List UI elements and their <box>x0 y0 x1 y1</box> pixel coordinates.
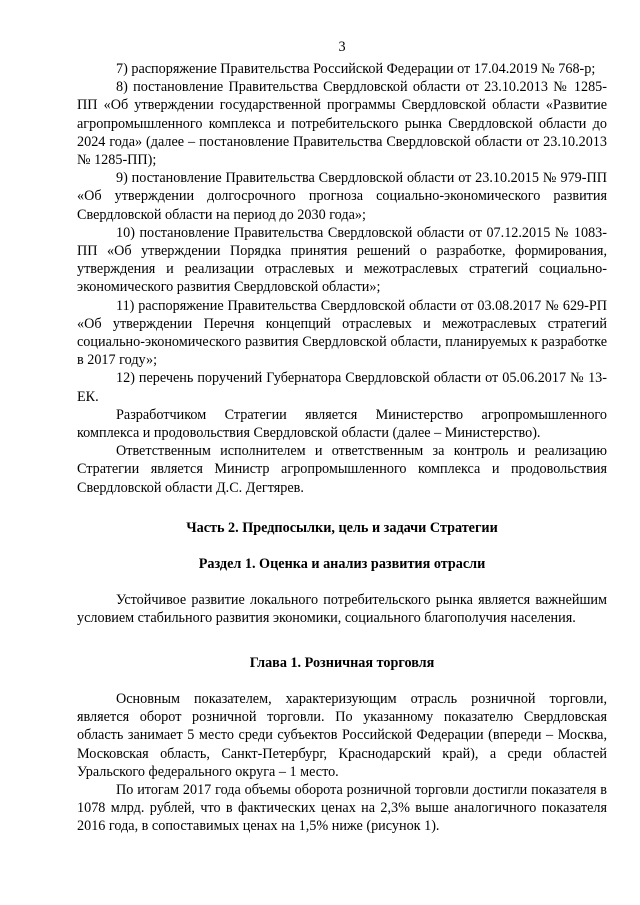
chapter-paragraph-2: По итогам 2017 года объемы оборота розничной торговли достигли показателя в 1078 млрд. рублей, что в фактических ценах на 2,3% выше аналогичного показателя 2016 года, в сопоставимых ценах на 1,5% ниже (рисунок 1). <box>77 781 607 835</box>
list-item-8: 8) постановление Правительства Свердловской области от 23.10.2013 № 1285-ПП «Об утверждении государственной программы Свердловской области «Развитие агропромышленного комплекса и потребительского рынка Свердловской области до 2024 года» (далее – постановление Правительства Свердловской области от 23.10.2013 № 1285-ПП); <box>77 79 607 169</box>
developer-paragraph: Разработчиком Стратегии является Министерство агропромышленного комплекса и продовольствия Свердловской области (далее – Министерство). <box>77 406 607 442</box>
page-content <box>77 38 607 836</box>
page-number: 3 <box>338 39 346 55</box>
list-item-11: 11) распоряжение Правительства Свердловской области от 03.08.2017 № 629-РП «Об утверждении Перечня концепций отраслевых и межотраслевых стратегий социально-экономического развития Свердловской области, планируемых к разработке в 2017 году»; <box>77 297 607 369</box>
list-item-10: 10) постановление Правительства Свердловской области от 07.12.2015 № 1083-ПП «Об утверждении Порядка принятия решений о разработке, формирования, утверждения и реализации отраслевых и межотраслевых стратегий социально-экономического развития Свердловской области»; <box>77 224 607 296</box>
list-item-12: 12) перечень поручений Губернатора Свердловской области от 05.06.2017 № 13-ЕК. <box>77 370 607 405</box>
responsible-paragraph: Ответственным исполнителем и ответственным за контроль и реализацию Стратегии является Министр агропромышленного комплекса и продовольствия Свердловской области Д.С. Дегтярев. <box>77 443 607 496</box>
chapter-paragraph-1: Основным показателем, характеризующим отрасль розничной торговли, является оборот розничной торговли. По указанному показателю Свердловская область занимает 5 место среди субъектов Российской Федерации (впереди – Москва, Московская область, Санкт-Петербург, Краснодарский край), а среди областей Уральского федерального округа – 1 место. <box>77 690 607 780</box>
list-item-9: 9) постановление Правительства Свердловской области от 23.10.2015 № 979-ПП «Об утверждении долгосрочного прогноза социально-экономического развития Свердловской области на период до 2030 года»; <box>77 170 607 223</box>
chapter-heading: Глава 1. Розничная торговля <box>249 654 435 671</box>
list-item-7: 7) распоряжение Правительства Российской Федерации от 17.04.2019 № 768-р; <box>116 61 596 77</box>
section-paragraph: Устойчивое развитие локального потребительского рынка является важнейшим условием стабильного развития экономики, социального благополучия населения. <box>77 592 607 627</box>
part-heading: Часть 2. Предпосылки, цель и задачи Стратегии <box>186 519 498 536</box>
section-heading: Раздел 1. Оценка и анализ развития отрасли <box>198 556 486 573</box>
